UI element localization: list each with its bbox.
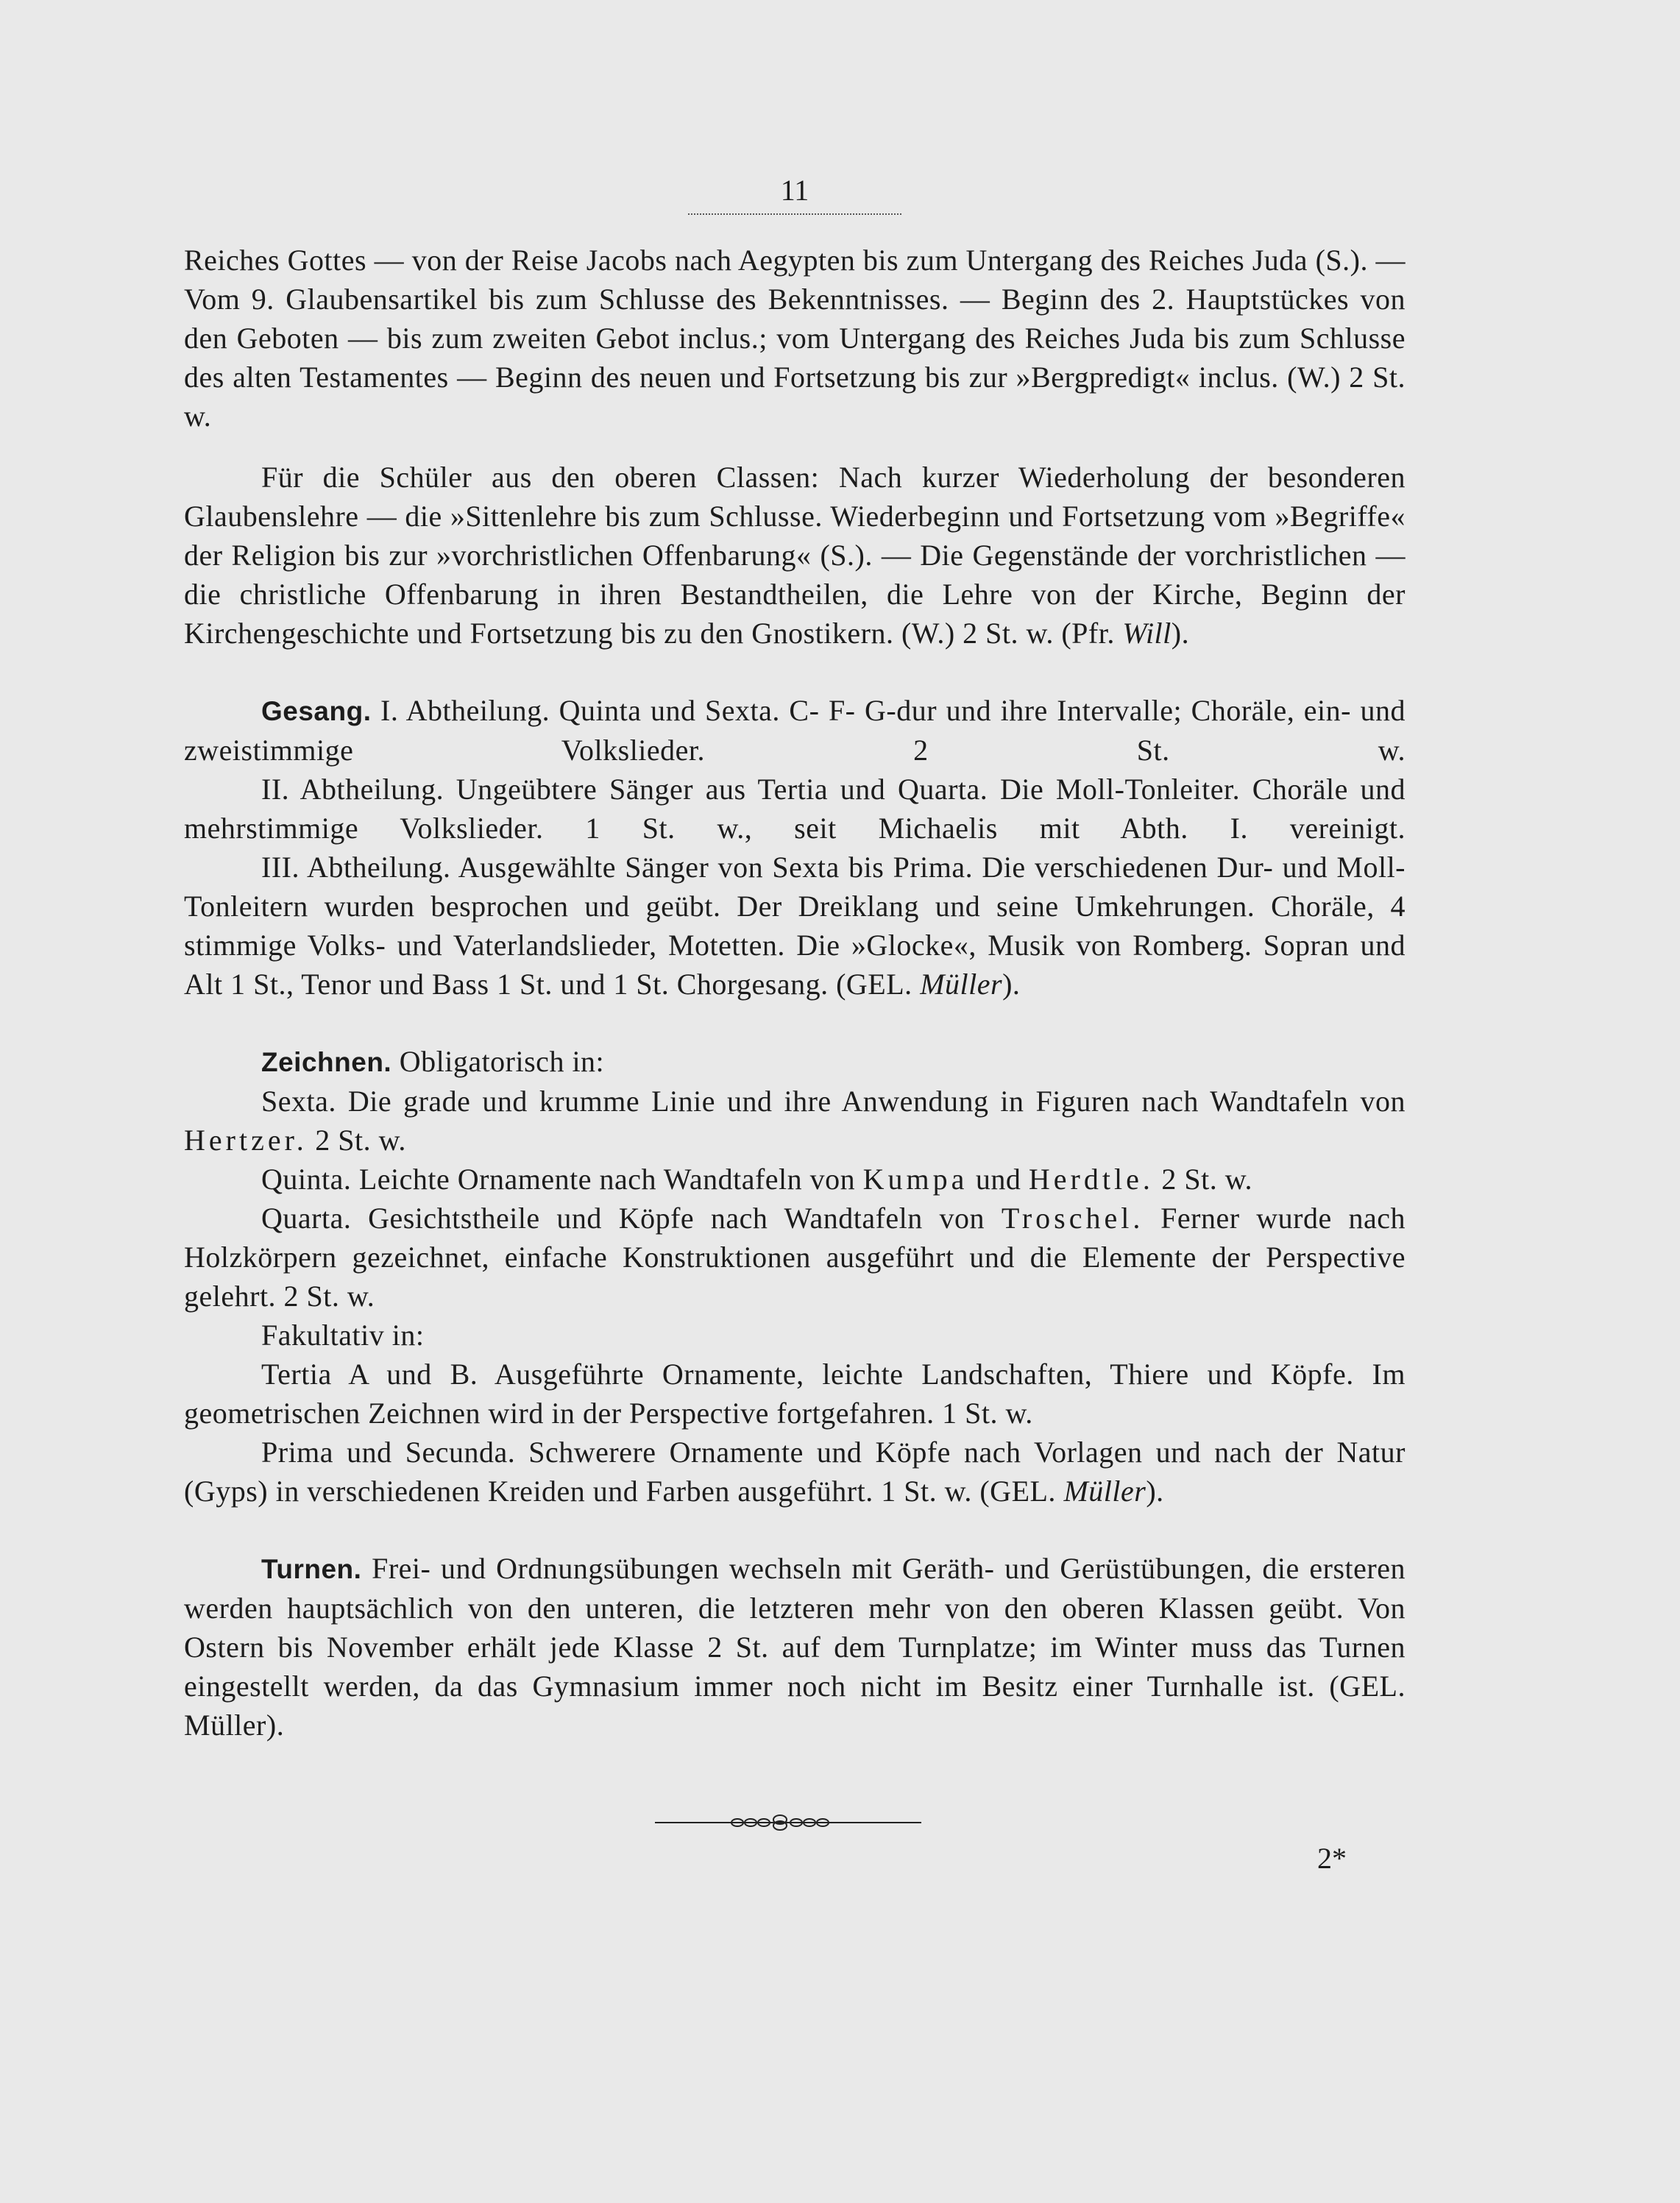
zeichnen-prima — [184, 1433, 1406, 1511]
zeichnen-sexta — [184, 1082, 1406, 1160]
turnen-paragraph — [184, 1549, 1406, 1745]
zeichnen-heading: Zeichnen. — [261, 1047, 392, 1077]
zeichnen-quinta — [184, 1160, 1406, 1199]
zeichnen-quinta-author1: Kumpa — [862, 1163, 968, 1196]
zeichnen-intro — [184, 1042, 1406, 1082]
gesang-teacher: Müller — [920, 968, 1003, 1001]
zeichnen-sexta-author: Hertzer. — [184, 1124, 308, 1157]
gesang-abt1 — [184, 691, 1406, 770]
religion-paragraph-upper — [184, 458, 1406, 653]
zeichnen-sexta-end: 2 St. w. — [315, 1124, 406, 1157]
page-number: 11 — [780, 174, 809, 207]
zeichnen-quarta-end: Ferner wurde nach Holzkörpern gezeichnet, einfache Konstruktionen ausgeführt und die Elemente der Perspective gelehrt. 2 St. w. — [184, 1202, 1406, 1313]
ornament-divider — [655, 1812, 921, 1834]
signature-mark: 2* — [1317, 1842, 1347, 1875]
zeichnen-sexta-text: Sexta. Die grade und krumme Linie und ihre Anwendung in Figuren nach Wandtafeln von — [261, 1085, 1406, 1118]
gesang-abt3-end: ). — [1002, 968, 1021, 1001]
zeichnen-fakultativ: Fakultativ in: — [261, 1319, 425, 1352]
gesang-abt1-text: I. Abtheilung. Quinta und Sexta. C- F- G-dur und ihre Intervalle; Choräle, ein- und zweistimmige Volkslieder. 2 St. w. — [184, 694, 1406, 767]
gesang-abt3 — [184, 848, 1406, 1004]
zeichnen-obligatorisch: Obligatorisch in: — [399, 1045, 605, 1078]
zeichnen-quinta-und: und — [975, 1163, 1021, 1196]
zeichnen-quarta-text: Quarta. Gesichtstheile und Köpfe nach Wandtafeln von — [261, 1202, 985, 1235]
zeichnen-prima-text: Prima und Secunda. Schwerere Ornamente und Köpfe nach Vorlagen und nach der Natur (Gyps) in verschiedenen Kreiden und Farben ausgeführt. 1 St. w. (GEL. — [184, 1436, 1406, 1508]
zeichnen-tertia: Tertia A und B. Ausgeführte Ornamente, leichte Landschaften, Thiere und Köpfe. Im geometrischen Zeichnen wird in der Perspective fortgefahren. 1 St. w. — [184, 1358, 1406, 1430]
zeichnen-prima-end: ). — [1146, 1475, 1164, 1508]
zeichnen-quinta-author2: Herdtle. — [1028, 1163, 1154, 1196]
turnen-heading: Turnen. — [261, 1554, 362, 1584]
religion-teacher: Will — [1122, 617, 1172, 650]
turnen-text: Frei- und Ordnungsübungen wechseln mit Geräth- und Gerüstübungen, die ersteren werden hauptsächlich von den unteren, die letzteren mehr von den oberen Klassen geübt. Von Ostern bis November erhält jede Klasse 2 St. auf dem Turnplatze; im Winter muss das Turnen eingestellt werden, da das Gymnasium immer noch nicht im Besitz einer Turnhalle ist. (GEL. Müller). — [184, 1552, 1406, 1742]
religion-upper-text: Für die Schüler aus den oberen Classen: Nach kurzer Wiederholung der besonderen Glaubenslehre — die »Sittenlehre bis zum Schlusse. Wiederbeginn und Fortsetzung vom »Begriffe« der Religion bis zur »vorchristlichen Offenbarung« (S.). — Die Gegenstände der vorchristlichen — die christliche Offenbarung in ihren Bestandtheilen, die Lehre von der Kirche, Beginn der Kirchengeschichte und Fortsetzung bis zu den Gnostikern. (W.) 2 St. w. (Pfr. — [184, 461, 1406, 650]
zeichnen-quarta — [184, 1199, 1406, 1316]
zeichnen-quarta-author: Troschel. — [1001, 1202, 1144, 1235]
religion-paragraph-lower: Reiches Gottes — von der Reise Jacobs nach Aegypten bis zum Untergang des Reiches Juda (S.). — Vom 9. Glaubensartikel bis zum Schlusse des Bekenntnisses. — Beginn des 2. Hauptstückes von den Geboten — bis zum zweiten Gebot inclus.; vom Untergang des Reiches Juda bis zum Schlusse des alten Testamentes — Beginn des neuen und Fortsetzung bis zur »Bergpredigt« inclus. (W.) 2 St. w. — [184, 244, 1406, 433]
zeichnen-quinta-text: Quinta. Leichte Ornamente nach Wandtafeln von — [261, 1163, 856, 1196]
header-rule — [688, 213, 901, 215]
gesang-abt2: II. Abtheilung. Ungeübtere Sänger aus Tertia und Quarta. Die Moll-Tonleiter. Choräle und mehrstimmige Volkslieder. 1 St. w., seit Michaelis mit Abth. I. vereinigt. — [184, 773, 1406, 845]
gesang-heading: Gesang. — [261, 696, 372, 726]
gesang-abt3-text: III. Abtheilung. Ausgewählte Sänger von Sexta bis Prima. Die verschiedenen Dur- und Moll-Tonleitern wurden besprochen und geübt. Der Dreiklang und seine Umkehrungen. Choräle, 4 stimmige Volks- und Vaterlandslieder, Motetten. Die »Glocke«, Musik von Romberg. Sopran und Alt 1 St., Tenor und Bass 1 St. und 1 St. Chorgesang. (GEL. — [184, 851, 1406, 1001]
religion-upper-end: ). — [1171, 617, 1190, 650]
page-body — [184, 241, 1406, 1745]
zeichnen-quinta-end: 2 St. w. — [1161, 1163, 1253, 1196]
zeichnen-teacher: Müller — [1063, 1475, 1146, 1508]
